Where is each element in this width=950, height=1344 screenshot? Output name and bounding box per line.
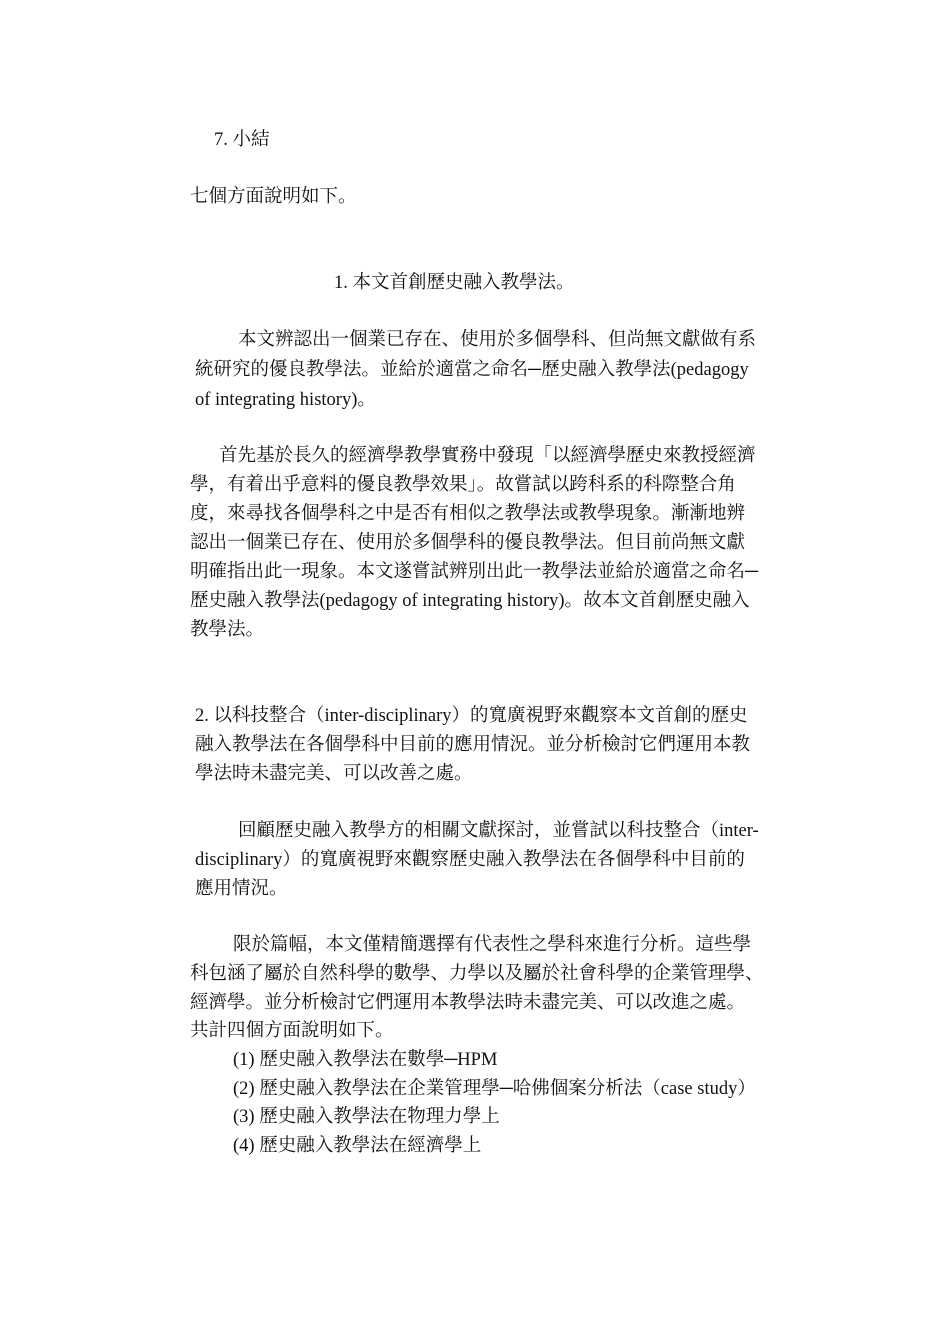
item1-para2-line: 歷史融入教學法(pedagogy of integrating history)。故本文首創歷史融入: [190, 591, 750, 611]
item2-para2-line: 科包涵了屬於自然科學的數學、力學以及屬於社會科學的企業管理學、: [190, 964, 764, 984]
item1-para1-line: 本文辨認出一個業已存在、使用於多個學科、但尚無文獻做有系: [238, 330, 757, 350]
item1-para2-line: 教學法。: [190, 620, 265, 640]
item2-heading-line: 融入教學法在各個學科中目前的應用情況。並分析檢討它們運用本教: [195, 735, 751, 755]
item2-para1-line: 回顧歷史融入教學方的相關文獻探討，並嘗試以科技整合（inter-: [238, 821, 759, 841]
item2-para2-line: 限於篇幅，本文僅精簡選擇有代表性之學科來進行分析。這些學: [233, 935, 752, 955]
intro-text: 七個方面說明如下。: [190, 187, 357, 207]
item1-para2-line: 認出一個業已存在、使用於多個學科的優良教學法。但目前尚無文獻: [190, 533, 746, 553]
list-item: (2) 歷史融入教學法在企業管理學─哈佛個案分析法（case study）: [233, 1079, 756, 1099]
item1-para2-line: 學，有着出乎意料的優良教學效果」。故嘗試以跨科系的科際整合角: [190, 475, 736, 495]
item1-para2-line: 明確指出此一現象。本文遂嘗試辨別出此一教學法並給於適當之命名─: [190, 562, 759, 582]
item2-para2-line: 經濟學。並分析檢討它們運用本教學法時未盡完美、可以改進之處。: [190, 993, 746, 1013]
item2-heading-line: 學法時未盡完美、可以改善之處。: [195, 764, 473, 784]
section-heading: 7. 小結: [214, 130, 270, 150]
item1-para2-line: 首先基於長久的經濟學教學實務中發現「以經濟學歷史來教授經濟: [219, 446, 756, 466]
item2-para1-line: disciplinary）的寬廣視野來觀察歷史融入教學法在各個學科中目前的: [195, 850, 745, 870]
item1-para1-line: 統研究的優良教學法。並給於適當之命名─歷史融入教學法(pedagogy: [195, 360, 749, 380]
item1-para2-line: 度，來尋找各個學科之中是否有相似之教學法或教學現象。漸漸地辨: [190, 504, 746, 524]
item2-para1-line: 應用情況。: [195, 879, 288, 899]
list-item: (3) 歷史融入教學法在物理力學上: [233, 1107, 500, 1127]
list-item: (1) 歷史融入教學法在數學─HPM: [233, 1050, 498, 1070]
item2-para2-line: 共計四個方面說明如下。: [190, 1021, 394, 1041]
item2-heading-line: 2. 以科技整合（inter-disciplinary）的寬廣視野來觀察本文首創的歷史: [195, 706, 748, 726]
item1-para1-line: of integrating history)。: [195, 390, 376, 410]
item1-heading: 1. 本文首創歷史融入教學法。: [334, 273, 575, 293]
list-item: (4) 歷史融入教學法在經濟學上: [233, 1136, 482, 1156]
